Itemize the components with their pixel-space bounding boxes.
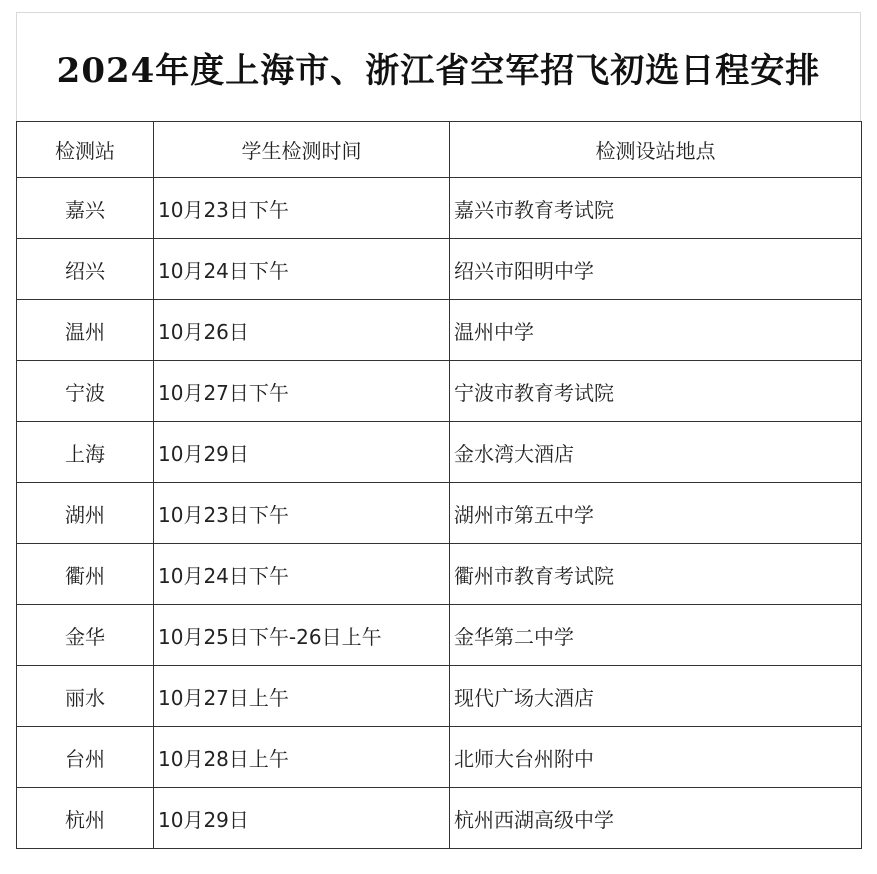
location-cell: 宁波市教育考试院	[450, 361, 862, 422]
location-cell: 杭州西湖高级中学	[450, 788, 862, 849]
time-cell: 10月29日	[154, 422, 450, 483]
table-row	[17, 788, 862, 849]
table-row	[17, 666, 862, 727]
time-cell: 10月24日下午	[154, 239, 450, 300]
time-cell: 10月24日下午	[154, 544, 450, 605]
time-cell: 10月29日	[154, 788, 450, 849]
station-cell: 台州	[17, 727, 154, 788]
time-cell: 10月25日下午-26日上午	[154, 605, 450, 666]
location-cell: 嘉兴市教育考试院	[450, 178, 862, 239]
page-title: 2024年度上海市、浙江省空军招飞初选日程安排	[56, 51, 821, 91]
time-cell: 10月28日上午	[154, 727, 450, 788]
table-row	[17, 727, 862, 788]
location-cell: 温州中学	[450, 300, 862, 361]
time-cell: 10月26日	[154, 300, 450, 361]
station-cell: 金华	[17, 605, 154, 666]
table-header-row	[17, 122, 862, 178]
table-row	[17, 544, 862, 605]
header-time: 学生检测时间	[154, 122, 450, 178]
table-row	[17, 422, 862, 483]
table-row	[17, 178, 862, 239]
table-row	[17, 300, 862, 361]
time-cell: 10月27日下午	[154, 361, 450, 422]
station-cell: 嘉兴	[17, 178, 154, 239]
location-cell: 现代广场大酒店	[450, 666, 862, 727]
schedule-table	[16, 121, 862, 849]
table-row	[17, 483, 862, 544]
schedule-sheet	[16, 12, 861, 859]
location-cell: 北师大台州附中	[450, 727, 862, 788]
station-cell: 杭州	[17, 788, 154, 849]
location-cell: 金水湾大酒店	[450, 422, 862, 483]
table-row	[17, 239, 862, 300]
header-station: 检测站	[17, 122, 154, 178]
station-cell: 上海	[17, 422, 154, 483]
time-cell: 10月23日下午	[154, 483, 450, 544]
location-cell: 湖州市第五中学	[450, 483, 862, 544]
table-row	[17, 605, 862, 666]
station-cell: 绍兴	[17, 239, 154, 300]
location-cell: 金华第二中学	[450, 605, 862, 666]
header-location: 检测设站地点	[450, 122, 862, 178]
station-cell: 湖州	[17, 483, 154, 544]
station-cell: 温州	[17, 300, 154, 361]
station-cell: 宁波	[17, 361, 154, 422]
location-cell: 衢州市教育考试院	[450, 544, 862, 605]
title-box	[16, 12, 861, 122]
table-row	[17, 361, 862, 422]
station-cell: 衢州	[17, 544, 154, 605]
time-cell: 10月23日下午	[154, 178, 450, 239]
time-cell: 10月27日上午	[154, 666, 450, 727]
location-cell: 绍兴市阳明中学	[450, 239, 862, 300]
station-cell: 丽水	[17, 666, 154, 727]
